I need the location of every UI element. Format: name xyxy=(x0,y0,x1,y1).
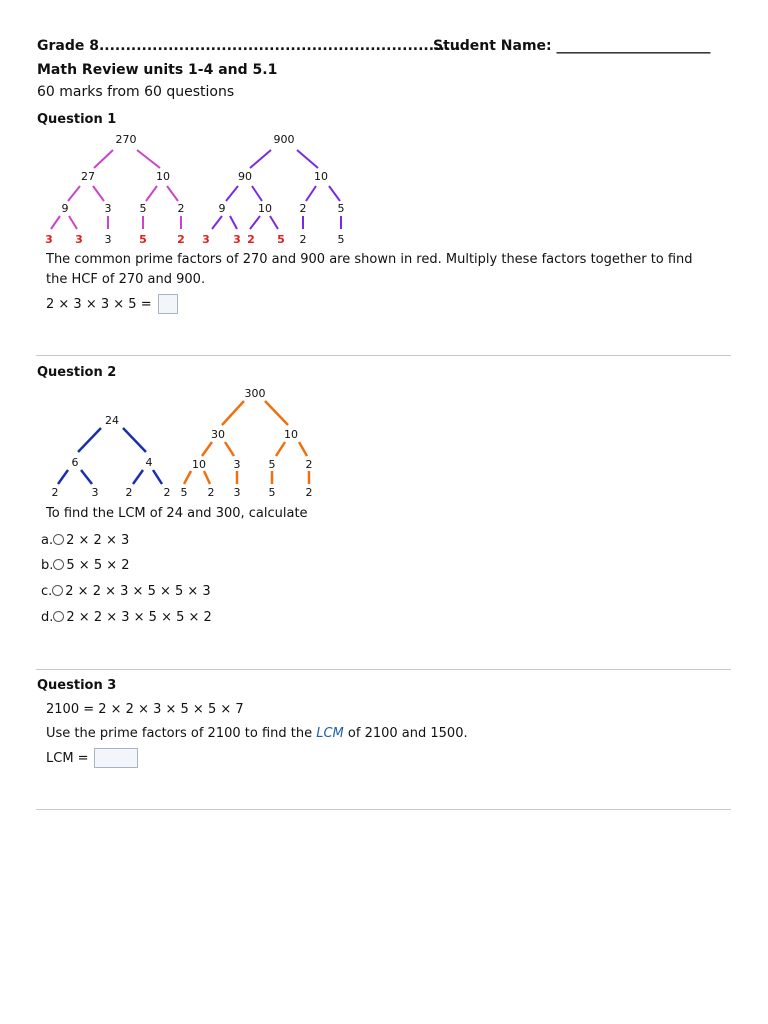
q1-node-5a: 5 xyxy=(139,202,147,215)
radio-button[interactable] xyxy=(52,585,63,596)
q1-leaf-red: 5 xyxy=(277,233,285,246)
page-title: Math Review units 1-4 and 5.1 xyxy=(37,62,278,78)
q1-node-27: 27 xyxy=(81,170,95,183)
q3-equation: 2100 = 2 × 2 × 3 × 5 × 5 × 7 xyxy=(46,702,244,717)
q2-node-10: 10 xyxy=(284,428,298,441)
q2-leaf: 3 xyxy=(91,486,99,499)
q1-leaf-red: 3 xyxy=(233,233,241,246)
q1-node-10b: 10 xyxy=(314,170,328,183)
q2-node-3: 3 xyxy=(233,458,241,471)
q1-node-10c: 10 xyxy=(258,202,272,215)
q1-text-line-1: The common prime factors of 270 and 900 are shown in red. Multiply these factors together to find xyxy=(46,252,693,267)
q3-answer-input[interactable] xyxy=(94,748,138,768)
q3-text-after: of 2100 and 1500. xyxy=(343,726,468,741)
q2-leaf: 2 xyxy=(125,486,133,499)
page-subtitle: 60 marks from 60 questions xyxy=(37,84,235,100)
q1-node-5b: 5 xyxy=(337,202,345,215)
option-letter: a. xyxy=(41,533,54,548)
q1-node-10a: 10 xyxy=(156,170,170,183)
q1-leaf-red: 2 xyxy=(177,233,185,246)
q1-node-2b: 2 xyxy=(299,202,307,215)
q2-leaf: 5 xyxy=(268,486,276,499)
divider xyxy=(36,809,731,810)
q2-leaf: 3 xyxy=(233,486,241,499)
q1-leaf-red: 3 xyxy=(202,233,210,246)
q1-node-2a: 2 xyxy=(177,202,185,215)
q1-leaf-red: 3 xyxy=(75,233,83,246)
radio-button[interactable] xyxy=(53,611,64,622)
divider xyxy=(36,669,731,670)
question-3-title: Question 3 xyxy=(37,678,117,693)
radio-button[interactable] xyxy=(53,534,64,545)
q1-leaf: 5 xyxy=(337,233,345,246)
q2-option-a[interactable] xyxy=(41,533,129,548)
q2-node-10b: 10 xyxy=(192,458,206,471)
q1-node-3a: 3 xyxy=(104,202,112,215)
q2-node-300: 300 xyxy=(244,387,266,400)
q2-option-b[interactable] xyxy=(41,558,130,573)
option-letter: c. xyxy=(41,584,53,599)
q2-node-2: 2 xyxy=(305,458,313,471)
q1-node-900: 900 xyxy=(273,133,295,146)
q2-leaf: 2 xyxy=(163,486,171,499)
option-text: 2 × 2 × 3 xyxy=(66,533,130,548)
q3-instruction xyxy=(46,726,468,741)
option-text: 2 × 2 × 3 × 5 × 5 × 2 xyxy=(66,610,212,625)
option-text: 2 × 2 × 3 × 5 × 5 × 3 xyxy=(65,584,211,599)
q3-answer-label: LCM = xyxy=(46,751,89,766)
q1-leaf-red: 3 xyxy=(45,233,53,246)
q2-leaf: 5 xyxy=(180,486,188,499)
q2-node-5: 5 xyxy=(268,458,276,471)
q1-node-9a: 9 xyxy=(61,202,69,215)
q2-prompt: To find the LCM of 24 and 300, calculate xyxy=(46,506,308,521)
q1-node-9b: 9 xyxy=(218,202,226,215)
student-name-line: Student Name: ______________________ xyxy=(433,38,711,54)
grade-line: Grade 8.................................................................... xyxy=(37,38,461,54)
q2-node-24: 24 xyxy=(105,414,119,427)
lcm-glossary-link[interactable]: LCM xyxy=(316,726,344,741)
option-letter: d. xyxy=(41,610,54,625)
q1-leaf: 2 xyxy=(299,233,307,246)
q3-text-before: Use the prime factors of 2100 to find the xyxy=(46,726,317,741)
q1-leaf-red: 2 xyxy=(247,233,255,246)
q1-leaf-red: 5 xyxy=(139,233,147,246)
q2-leaf: 2 xyxy=(305,486,313,499)
question-1-title: Question 1 xyxy=(37,112,117,127)
question-2-title: Question 2 xyxy=(37,365,117,380)
q2-option-d[interactable] xyxy=(41,610,212,625)
option-letter: b. xyxy=(41,558,54,573)
q1-leaf: 3 xyxy=(104,233,112,246)
q2-option-c[interactable] xyxy=(41,584,211,599)
q2-node-6: 6 xyxy=(71,456,79,469)
q2-leaf: 2 xyxy=(207,486,215,499)
q2-leaf: 2 xyxy=(51,486,59,499)
option-text: 5 × 5 × 2 xyxy=(66,558,130,573)
q2-node-30: 30 xyxy=(211,428,225,441)
q1-text-line-2: the HCF of 270 and 900. xyxy=(46,272,206,287)
q1-node-90: 90 xyxy=(238,170,252,183)
q1-node-270: 270 xyxy=(115,133,137,146)
q2-node-4: 4 xyxy=(145,456,153,469)
radio-button[interactable] xyxy=(53,559,64,570)
q1-expression: 2 × 3 × 3 × 5 = xyxy=(46,297,152,312)
